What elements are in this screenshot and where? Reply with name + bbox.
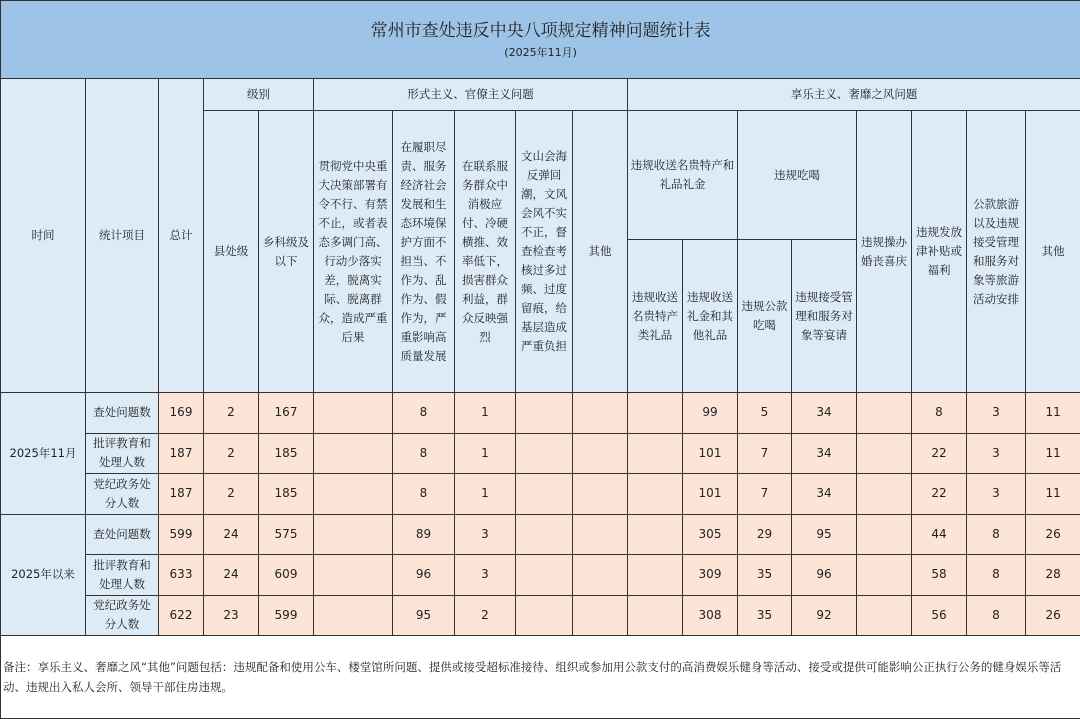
data-cell: 5 <box>738 393 792 434</box>
page-title: 常州市查处违反中央八项规定精神问题统计表 <box>370 20 711 41</box>
header-hedonism-other: 其他 <box>1026 111 1080 393</box>
header-hedonism: 享乐主义、奢靡之风问题 <box>628 79 1080 111</box>
data-cell: 1 <box>455 433 516 474</box>
header-formalism: 形式主义、官僚主义问题 <box>314 79 628 111</box>
data-cell: 34 <box>792 393 857 434</box>
table-row <box>1 595 1080 636</box>
data-cell <box>516 433 573 474</box>
header-level: 级别 <box>204 79 314 111</box>
data-cell: 99 <box>683 393 738 434</box>
item-label: 批评教育和处理人数 <box>86 555 159 596</box>
data-cell: 11 <box>1026 433 1080 474</box>
period-label: 2025年11月 <box>1 393 86 515</box>
data-cell: 8 <box>393 474 455 515</box>
data-cell: 609 <box>259 555 314 596</box>
table-row <box>1 433 1080 474</box>
header-formalism-3: 在联系服务群众中消极应付、冷硬横推、效率低下，损害群众利益，群众反映强烈 <box>455 111 516 393</box>
header-formalism-4: 文山会海反弹回潮，文风会风不实不正，督查检查考核过多过频、过度留痕，给基层造成严重负担 <box>516 111 573 393</box>
data-cell <box>516 474 573 515</box>
data-cell: 1 <box>455 474 516 515</box>
data-cell: 26 <box>1026 595 1080 636</box>
data-cell: 22 <box>912 474 967 515</box>
table-row <box>1 514 1080 555</box>
data-cell: 92 <box>792 595 857 636</box>
header-level-township: 乡科级及以下 <box>259 111 314 393</box>
item-label: 查处问题数 <box>86 393 159 434</box>
data-cell <box>314 514 393 555</box>
footnote: 备注：享乐主义、奢靡之风“其他”问题包括：违规配备和使用公车、楼堂馆所问题、提供或接受超标准接待、组织或参加用公款支付的高消费娱乐健身等活动、接受或提供可能影响公正执行公务的健身娱乐等活动、违规出入私人会所、领导干部住房违规。 <box>1 636 1080 719</box>
data-cell: 169 <box>159 393 204 434</box>
data-cell <box>857 474 912 515</box>
data-cell <box>516 595 573 636</box>
data-cell <box>573 474 628 515</box>
data-cell: 56 <box>912 595 967 636</box>
page-subtitle: (2025年11月) <box>504 45 577 59</box>
data-cell: 185 <box>259 433 314 474</box>
data-cell: 26 <box>1026 514 1080 555</box>
data-cell: 24 <box>204 555 259 596</box>
data-cell <box>857 433 912 474</box>
item-label: 党纪政务处分人数 <box>86 474 159 515</box>
data-cell <box>628 555 683 596</box>
table-row <box>1 393 1080 434</box>
data-cell: 599 <box>259 595 314 636</box>
header-allowance: 违规发放津补贴或福利 <box>912 111 967 393</box>
data-cell: 34 <box>792 474 857 515</box>
data-cell: 95 <box>792 514 857 555</box>
data-cell <box>314 433 393 474</box>
data-cell <box>857 555 912 596</box>
data-cell: 96 <box>393 555 455 596</box>
data-cell: 308 <box>683 595 738 636</box>
data-cell: 3 <box>455 555 516 596</box>
data-cell: 8 <box>967 555 1026 596</box>
data-cell: 187 <box>159 474 204 515</box>
data-cell: 89 <box>393 514 455 555</box>
data-cell: 575 <box>259 514 314 555</box>
data-cell: 167 <box>259 393 314 434</box>
data-cell: 8 <box>393 393 455 434</box>
item-label: 党纪政务处分人数 <box>86 595 159 636</box>
data-cell <box>857 595 912 636</box>
data-cell <box>628 474 683 515</box>
header-travel: 公款旅游以及违规接受管理和服务对象等旅游活动安排 <box>967 111 1026 393</box>
table-row <box>1 555 1080 596</box>
header-gifts-specialty: 违规收送名贵特产类礼品 <box>628 240 683 393</box>
data-cell: 2 <box>204 433 259 474</box>
data-cell: 305 <box>683 514 738 555</box>
header-time: 时间 <box>1 79 86 393</box>
data-cell: 8 <box>967 514 1026 555</box>
data-cell <box>516 393 573 434</box>
table-row <box>1 474 1080 515</box>
data-cell: 23 <box>204 595 259 636</box>
header-formalism-2: 在履职尽责、服务经济社会发展和生态环境保护方面不担当、不作为、乱作为、假作为，严重影响高质量发展 <box>393 111 455 393</box>
data-cell <box>516 514 573 555</box>
data-cell <box>857 514 912 555</box>
item-label: 批评教育和处理人数 <box>86 433 159 474</box>
header-formalism-1: 贯彻党中央重大决策部署有令不行、有禁不止，或者表态多调门高、行动少落实差，脱离实际、脱离群众，造成严重后果 <box>314 111 393 393</box>
data-cell <box>628 514 683 555</box>
data-cell <box>857 393 912 434</box>
data-cell: 34 <box>792 433 857 474</box>
data-cell: 8 <box>967 595 1026 636</box>
data-cell: 11 <box>1026 393 1080 434</box>
data-cell <box>573 514 628 555</box>
data-cell <box>573 433 628 474</box>
data-cell: 101 <box>683 474 738 515</box>
data-cell: 58 <box>912 555 967 596</box>
data-cell: 3 <box>967 393 1026 434</box>
data-cell: 8 <box>393 433 455 474</box>
data-cell: 22 <box>912 433 967 474</box>
data-cell: 29 <box>738 514 792 555</box>
data-cell <box>628 433 683 474</box>
data-cell: 96 <box>792 555 857 596</box>
data-cell: 622 <box>159 595 204 636</box>
header-dining-public: 违规公款吃喝 <box>738 240 792 393</box>
data-cell: 2 <box>204 393 259 434</box>
data-cell: 309 <box>683 555 738 596</box>
data-cell: 187 <box>159 433 204 474</box>
data-cell <box>573 393 628 434</box>
data-cell <box>516 555 573 596</box>
header-formalism-other: 其他 <box>573 111 628 393</box>
data-cell <box>314 474 393 515</box>
header-gifts-money: 违规收送礼金和其他礼品 <box>683 240 738 393</box>
data-cell <box>628 595 683 636</box>
data-cell: 101 <box>683 433 738 474</box>
data-cell <box>314 393 393 434</box>
data-cell: 8 <box>912 393 967 434</box>
data-cell <box>628 393 683 434</box>
header-item: 统计项目 <box>86 79 159 393</box>
data-cell: 35 <box>738 555 792 596</box>
header-level-county: 县处级 <box>204 111 259 393</box>
data-cell: 7 <box>738 474 792 515</box>
data-cell: 7 <box>738 433 792 474</box>
data-cell <box>573 555 628 596</box>
period-label: 2025年以来 <box>1 514 86 636</box>
data-cell <box>573 595 628 636</box>
data-cell: 3 <box>967 433 1026 474</box>
data-cell: 3 <box>455 514 516 555</box>
header-total: 总计 <box>159 79 204 393</box>
header-gifts: 违规收送名贵特产和礼品礼金 <box>628 111 738 240</box>
data-cell: 11 <box>1026 474 1080 515</box>
data-cell: 28 <box>1026 555 1080 596</box>
header-dining: 违规吃喝 <box>738 111 857 240</box>
data-cell: 185 <box>259 474 314 515</box>
data-cell: 44 <box>912 514 967 555</box>
data-cell: 633 <box>159 555 204 596</box>
item-label: 查处问题数 <box>86 514 159 555</box>
data-cell: 2 <box>204 474 259 515</box>
data-cell: 95 <box>393 595 455 636</box>
data-cell: 599 <box>159 514 204 555</box>
data-cell: 24 <box>204 514 259 555</box>
data-cell: 35 <box>738 595 792 636</box>
data-cell <box>314 595 393 636</box>
header-weddings: 违规操办婚丧喜庆 <box>857 111 912 393</box>
data-cell: 1 <box>455 393 516 434</box>
data-cell <box>314 555 393 596</box>
header-dining-banquet: 违规接受管理和服务对象等宴请 <box>792 240 857 393</box>
table-title-cell <box>1 1 1080 79</box>
data-cell: 3 <box>967 474 1026 515</box>
data-cell: 2 <box>455 595 516 636</box>
